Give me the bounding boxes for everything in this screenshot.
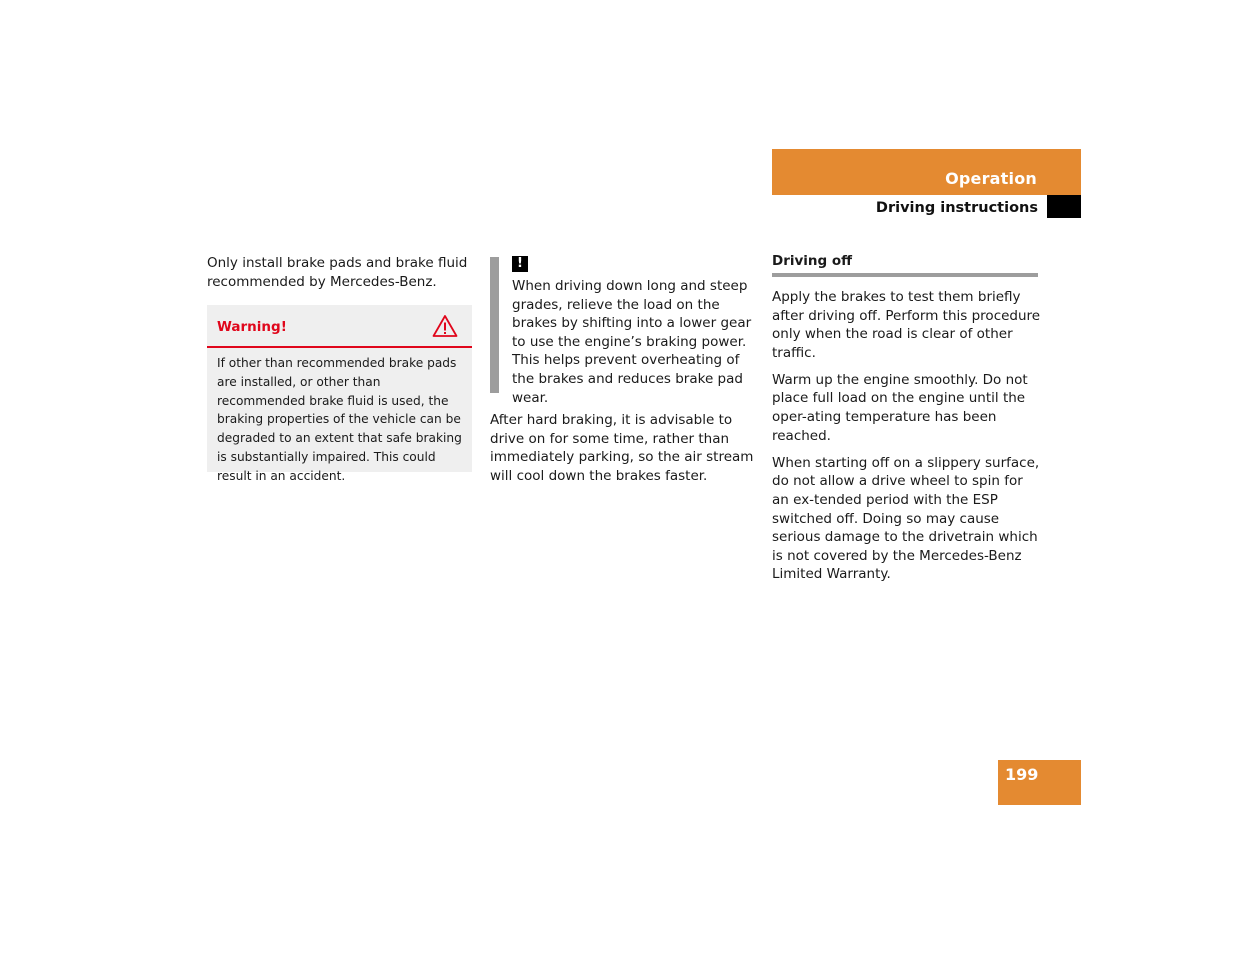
notice-text: When driving down long and steep grades, relieve the load on the brakes by shifting into a lower gear to use the engine’s braking power. This helps prevent overheating of the brakes and reduces brake pad wear. [512,278,752,406]
hard-braking-paragraph: After hard braking, it is advisable to drive on for some time, rather than immediately parking, so the air stream will cool down the brakes faster. [490,412,754,484]
notice-side-bar [490,257,499,393]
exclamation-notice-icon [512,256,528,272]
warning-title: Warning! [217,319,287,335]
page-number: 199 [1005,765,1039,784]
warning-triangle-icon [432,314,458,338]
driving-off-heading: Driving off [772,253,1038,277]
driving-off-paragraph: When starting off on a slippery surface, do not allow a drive wheel to spin for an ex-tended period with the ESP switched off. Doing so may cause serious damage to the drivetrain which is not covered by the Mercedes-Benz Limited Warranty. [772,454,1040,583]
driving-off-paragraph: Warm up the engine smoothly. Do not place full load on the engine until the oper-ating temperature has been reached. [772,371,1028,444]
section-header-bar [772,149,1081,195]
chapter-tab-marker [1047,195,1081,218]
driving-off-content [772,288,1042,592]
warning-box [207,305,472,483]
warning-header [207,305,472,348]
notice-symbol: ! [517,256,523,271]
subsection-title: Driving instructions [875,200,1038,216]
intro-paragraph: Only install brake pads and brake fluid recommended by Mercedes-Benz. [207,255,468,290]
section-title: Operation [945,169,1037,188]
page-number-box [998,760,1081,805]
driving-off-paragraph: Apply the brakes to test them briefly after driving off. Perform this procedure only when the road is clear of other traffic. [772,289,1041,361]
warning-body: If other than recommended brake pads are installed, or other than recommended brake fluid is used, the braking properties of the vehicle can be degraded to an extent that safe braking is substantially impaired. This could result in an accident. [217,356,462,483]
